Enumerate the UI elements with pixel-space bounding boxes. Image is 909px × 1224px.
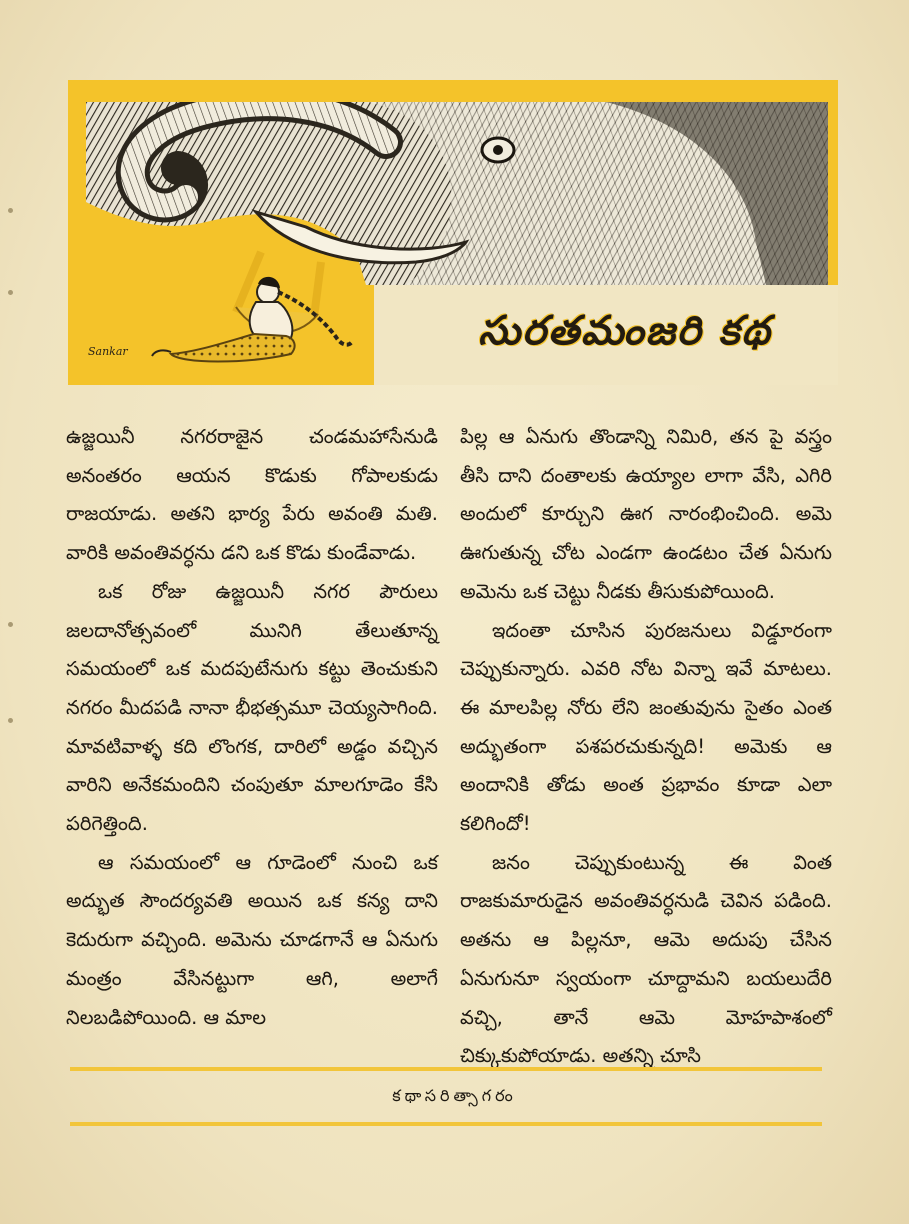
paragraph: ఇదంతా చూసిన పురజనులు విడ్డూరంగా చెప్పుకున్నారు. ఎవరి నోట విన్నా ఇవే మాటలు. ఈ మాలపిల్ల నోరు లేని జంతువును సైతం ఎంత అద్భుతంగా పశపరచుకున్నది! అమెకు ఆ అందానికి తోడు అంత ప్రభావం కూడా ఎలా కలిగిందో! <box>460 618 832 836</box>
paragraph: పిల్ల ఆ ఏనుగు తొండాన్ని నిమిరి, తన పై వస్త్రం తీసి దాని దంతాలకు ఉయ్యాల లాగా వేసి, ఎగిరి అందులో కూర్చుని ఊగ నారంభించింది. అమె ఊగుతున్న చోట ఎండగా ఉండటం చేత ఏనుగు అమెను ఒక చెట్టు నీడకు తీసుకుపోయింది. <box>460 425 832 603</box>
paragraph: జనం చెప్పుకుంటున్న ఈ వింత రాజకుమారుడైన అవంతివర్ధనుడి చెవిన పడింది. అతను ఆ పిల్లనూ, ఆమె అదుపు చేసిన ఏనుగునూ స్వయంగా చూద్దామని బయలుదేరి వచ్చి, తానే ఆమె మోహపాశంలో చిక్కుకుపోయాడు. అతన్ని చూసి <box>460 850 832 1068</box>
artist-signature: Sankar <box>88 345 128 358</box>
text-column-right <box>460 418 832 1076</box>
footer-rule-top <box>70 1067 822 1071</box>
binding-hole <box>8 718 13 723</box>
paragraph: ఉజ్జయినీ నగరరాజైన చండమహాసేనుడి అనంతరం ఆయన కొడుకు గోపాలకుడు రాజయాడు. అతని భార్య పేరు అవంతి మతి. వారికి అవంతివర్ధను డని ఒక కొడు కుండేవాడు. <box>66 425 438 565</box>
paragraph: ఆ సమయంలో ఆ గూడెంలో నుంచి ఒక అద్భుత సౌందర్యవతి అయిన ఒక కన్య దాని కెదురుగా వచ్చింది. అమెను చూడగానే ఆ ఏనుగు మంత్రం వేసినట్టుగా ఆగి, అలాగే నిలబడిపోయింది. ఆ మాల <box>66 850 438 1029</box>
binding-hole <box>8 622 13 627</box>
binding-hole <box>8 208 13 213</box>
binding-hole <box>8 290 13 295</box>
paragraph: ఒక రోజు ఉజ్జయినీ నగర పౌరులు జలదానోత్సవంలో మునిగి తేలుతూన్న సమయంలో ఒక మదపుటేనుగు కట్టు తెంచుకుని నగరం మీదపడి నానా భీభత్సమూ చెయ్యసాగింది. మావటివాళ్ళ కది లొంగక, దారిలో అడ్డం వచ్చిన వారిని అనేకమందిని చంపుతూ మాలగూడెం కేసి పరిగెత్తింది. <box>66 579 438 836</box>
footer-series-title: కథాసరిత్సాగరం <box>392 1086 517 1105</box>
text-column-left <box>66 418 438 1037</box>
story-title: సురతమంజరి కథ <box>478 308 772 354</box>
footer-rule-bottom <box>70 1122 822 1126</box>
